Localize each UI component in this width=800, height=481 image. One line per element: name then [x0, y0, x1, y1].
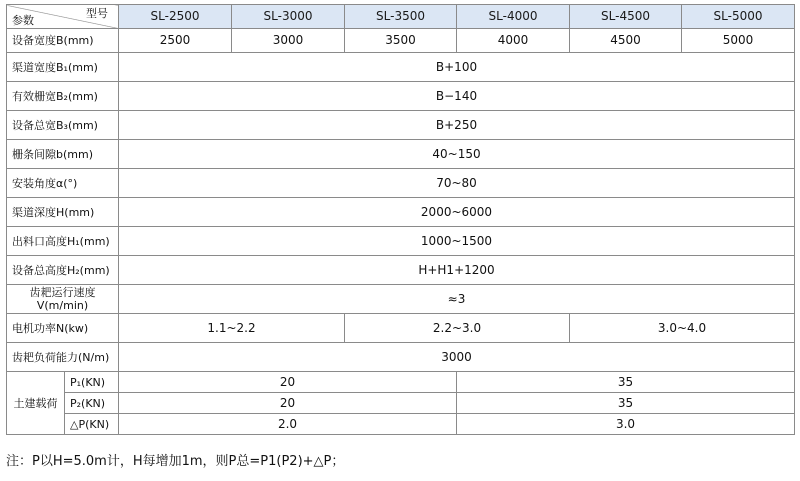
- value-cell: 3000: [119, 343, 795, 372]
- civil-load-label: 土建载荷: [7, 372, 65, 435]
- table-row: [7, 29, 795, 53]
- value-cell: 3000: [232, 29, 345, 53]
- table-row: [7, 393, 795, 414]
- value-cell: 2.2~3.0: [345, 314, 570, 343]
- rake-speed-label-line1: 齿耙运行速度: [29, 286, 96, 299]
- model-header: SL-4500: [570, 5, 682, 29]
- model-header: SL-3500: [345, 5, 457, 29]
- row-label: 栅条间隙b(mm): [7, 140, 119, 169]
- value-cell: 1000~1500: [119, 227, 795, 256]
- corner-model-label: 型号: [86, 7, 108, 20]
- value-cell: 1.1~2.2: [119, 314, 345, 343]
- value-cell: 20: [119, 393, 457, 414]
- sub-row-label: P₂(KN): [65, 393, 119, 414]
- value-cell: H+H1+1200: [119, 256, 795, 285]
- row-label: [7, 285, 119, 314]
- row-label: 渠道深度H(mm): [7, 198, 119, 227]
- table-row: [7, 82, 795, 111]
- table-row: [7, 414, 795, 435]
- value-cell: B+250: [119, 111, 795, 140]
- value-cell: 40~150: [119, 140, 795, 169]
- header-row: [7, 5, 795, 29]
- row-label: 齿耙负荷能力(N/m): [7, 343, 119, 372]
- table-row: [7, 111, 795, 140]
- value-cell: B−140: [119, 82, 795, 111]
- table-row: [7, 285, 795, 314]
- table-row: [7, 198, 795, 227]
- value-cell: 5000: [682, 29, 795, 53]
- value-cell: 2000~6000: [119, 198, 795, 227]
- value-cell: 3500: [345, 29, 457, 53]
- row-label: 安装角度α(°): [7, 169, 119, 198]
- row-label: 出料口高度H₁(mm): [7, 227, 119, 256]
- value-cell: 2500: [119, 29, 232, 53]
- model-header: SL-2500: [119, 5, 232, 29]
- model-header: SL-3000: [232, 5, 345, 29]
- corner-cell: [7, 5, 119, 29]
- table-row: [7, 227, 795, 256]
- value-cell: 3.0: [457, 414, 795, 435]
- table-row: [7, 372, 795, 393]
- table-row: [7, 140, 795, 169]
- value-cell: 20: [119, 372, 457, 393]
- corner-param-label: 参数: [12, 14, 34, 27]
- table-row: [7, 53, 795, 82]
- value-cell: 4000: [457, 29, 570, 53]
- row-label: 设备宽度B(mm): [7, 29, 119, 53]
- table-row: [7, 343, 795, 372]
- table-row: [7, 169, 795, 198]
- value-cell: 2.0: [119, 414, 457, 435]
- row-label: 渠道宽度B₁(mm): [7, 53, 119, 82]
- model-header: SL-5000: [682, 5, 795, 29]
- value-cell: 4500: [570, 29, 682, 53]
- sub-row-label: P₁(KN): [65, 372, 119, 393]
- table-row: [7, 256, 795, 285]
- sub-row-label: △P(KN): [65, 414, 119, 435]
- row-label: 设备总宽B₃(mm): [7, 111, 119, 140]
- rake-speed-label-line2: V(m/min): [36, 299, 89, 312]
- value-cell: 3.0~4.0: [570, 314, 795, 343]
- value-cell: ≈3: [119, 285, 795, 314]
- value-cell: 35: [457, 393, 795, 414]
- table-row: [7, 314, 795, 343]
- value-cell: 70~80: [119, 169, 795, 198]
- row-label: 设备总高度H₂(mm): [7, 256, 119, 285]
- row-label: 电机功率N(kw): [7, 314, 119, 343]
- value-cell: 35: [457, 372, 795, 393]
- row-label: 有效栅宽B₂(mm): [7, 82, 119, 111]
- spec-table: [6, 4, 795, 435]
- value-cell: B+100: [119, 53, 795, 82]
- footnote: 注：P以H=5.0m计，H每增加1m，则P总=P1(P2)+△P；: [6, 454, 345, 469]
- model-header: SL-4000: [457, 5, 570, 29]
